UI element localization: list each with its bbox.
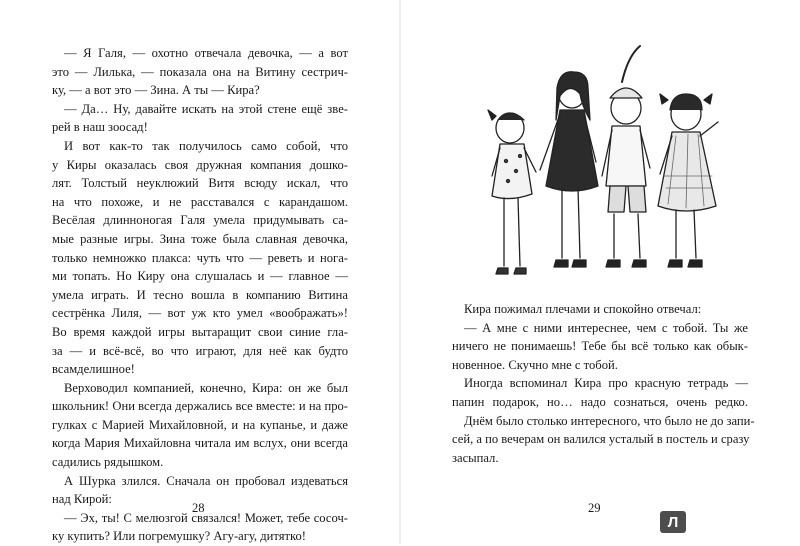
text-line: И вот как-то так получилось само собой, что (64, 138, 348, 153)
child-figure (488, 110, 536, 274)
text-line: Иногда вспоминал Кира про красную тетрадь — (464, 376, 748, 391)
publisher-logo-icon (660, 511, 686, 533)
text-line: новенное. Скучно мне с тобой. (452, 357, 618, 372)
text-line: Во время каждой игры вытаращит свои синие гла- (52, 324, 348, 339)
children-illustration-icon (462, 36, 742, 286)
text-line: умела играть. И тесно вошла в компанию Витина (52, 287, 348, 302)
text-line: — А мне с ними интереснее, чем с тобой. Ты же (464, 320, 748, 335)
page-number: 28 (192, 501, 205, 515)
text-line: на что похоже, и не расставался с карандашом. (52, 194, 348, 209)
text-line: это — Лилька, — показала она на Витину сестрич- (52, 64, 348, 79)
text-line: — Эх, ты! С мелюзгой связался! Может, тебе сосоч- (64, 510, 348, 525)
child-figure (658, 94, 718, 267)
text-line: Кира пожимал плечами и спокойно отвечал: (464, 302, 702, 316)
text-line: над Кирой: (52, 492, 112, 507)
text-line: ку, — а вот это — Зина. А ты — Кира? (52, 83, 260, 98)
right-page-text (452, 300, 755, 467)
text-line: ничего не понимаешь! Тебе бы всё только как обык- (452, 339, 748, 354)
left-page-text (52, 44, 348, 546)
child-figure (602, 46, 650, 267)
text-line: когда Мария Михайловна читала им вслух, они всегда (52, 436, 348, 451)
text-line: Верховодил компанией, конечно, Кира: он же был (64, 380, 348, 395)
text-line: мые разные игры. Зина тоже была славная девочка, (52, 231, 348, 246)
text-line: засыпал. (452, 450, 499, 465)
text-line: школьник! Они всегда держались все вместе: и на про- (52, 399, 348, 414)
text-line: гулках с Марией Михайловной, и на купанье, и даже (52, 417, 348, 432)
text-line: сей, а по вечерам он валился усталый в постель и сразу (452, 432, 750, 447)
text-line: за — и всё-всё, во что играют, для неё как будто (52, 343, 348, 358)
text-line: ку купить? Или погремушку? Агу-агу, дитятко! (52, 529, 306, 544)
text-line: Днём было столько интересного, что было не до запи- (464, 413, 755, 428)
text-line: — Да… Ну, давайте искать на этой стене ещё звe- (64, 101, 348, 116)
child-figure (540, 72, 598, 267)
text-line: лят. Толстый неуклюжий Витя всюду искал, что (52, 176, 348, 191)
text-line: всамделишное! (52, 362, 135, 377)
right-page (400, 0, 800, 544)
text-line: сестрёнка Лиля, — вот уж кто умел «воображать»! (52, 306, 348, 321)
text-line: рей в наш зоосад! (52, 120, 148, 135)
publisher-logo-letter: Л (667, 513, 679, 531)
page-number: 29 (588, 501, 601, 515)
text-line: у Киры оказалась своя дружная компания дошко- (52, 157, 348, 172)
left-page (0, 0, 400, 544)
text-line: Весёлая длинноногая Галя умела придумывать са- (52, 213, 348, 228)
text-line: только немножко плакса: чуть что — реветь и нога- (52, 250, 348, 265)
text-line: ми топать. Но Киру она слушалась и — главное — (52, 269, 348, 284)
text-line: А Шурка злился. Сначала он пробовал издеваться (64, 473, 348, 488)
text-line: — Я Галя, — охотно отвечала девочка, — а вот (64, 46, 348, 60)
text-line: папин подарок, но… надо сознаться, очень редко. (452, 394, 748, 409)
text-line: садились рядышком. (52, 455, 164, 470)
